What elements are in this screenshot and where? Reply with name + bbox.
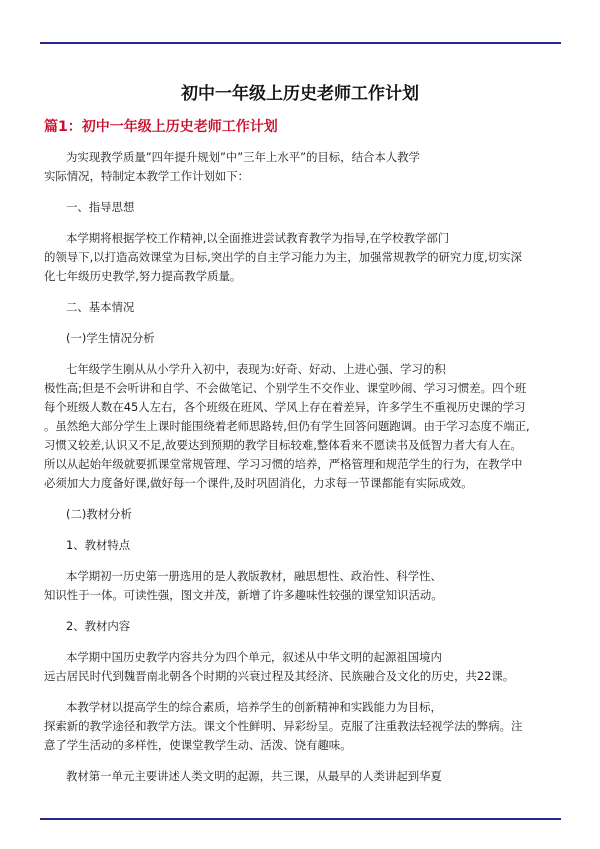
page-title: 初中一年级上历史老师工作计划 [181,84,419,104]
section-heading: 篇1：初中一年级上历史老师工作计划 [44,119,278,135]
heading-textbook-analysis: (二)教材分析 [66,507,132,521]
header-rule [40,42,561,44]
footer-rule [40,818,561,820]
paragraph-textbook-content: 本学期中国历史教学内容共分为四个单元，叙述从中华文明的起源祖国境内 远古居民时代到魏晋南北朝各个时期的兴衰过程及其经济、民族融合及文化的历史，共22课。 [44,650,515,683]
heading-guiding-thought: 一、指导思想 [66,200,135,214]
heading-textbook-features: 1、教材特点 [66,538,131,552]
paragraph-textbook-goals: 本教学材以提高学生的综合素质，培养学生的创新精神和实践能力为目标， 探索新的教学途径和教学方法。课文个性鲜明、异彩纷呈。克服了注重教法轻视学法的弊病。注 意了学生活动的多样性，使课堂教学生动、活泼、饶有趣味。 [44,700,523,752]
paragraph-guiding-thought: 本学期将根据学校工作精神,以全面推进尝试教育教学为指导,在学校教学部门 的领导下,以打造高效课堂为目标,突出学的自主学习能力为主，加强常规教学的研究力度,切实深 化七年级历史教学,努力提高教学质量。 [44,231,522,283]
paragraph-unit-one: 教材第一单元主要讲述人类文明的起源，共三课，从最早的人类讲起到华夏 [66,769,442,783]
heading-textbook-content: 2、教材内容 [66,619,131,633]
heading-basic-situation: 二、基本情况 [66,300,135,314]
paragraph-intro: 为实现教学质量”四年提升规划”中”三年上水平”的目标，结合本人教学 实际情况，特制定本教学工作计划如下： [44,150,420,183]
heading-student-analysis: (一)学生情况分析 [66,331,155,345]
document-body [44,148,560,798]
paragraph-student-analysis: 七年级学生刚从从小学升入初中，表现为:好奇、好动、上进心强、学习的积 极性高;但是不会听讲和自学、不会做笔记、个别学生不交作业、课堂吵闹、学习习惯差。四个班 每个班级人数在45人左右，各个班级在班风、学风上存在着差异，许多学生不重视历史课的学习 。虽然绝大部分学生上课时能围绕着老师思路转,但仍有学生回答问题跑调。由于学习态度不端正, 习惯又较差,认识又不足,故要达到预期的教学目标较难,整体看来不愿读书及低智力者大有人在。 所以从起始年级就要抓课堂常规管理、学习习惯的培养，严格管理和规范学生的行为，在教学中 必须加大力度备好课,做好每一个课件,及时巩固消化，力求每一节课都能有实际成效。 [44,362,530,490]
paragraph-textbook-features: 本学期初一历史第一册选用的是人教版教材，融思想性、政治性、科学性、 知识性于一体。可读性强，图文并茂，新增了许多趣味性较强的课堂知识活动。 [44,569,443,602]
